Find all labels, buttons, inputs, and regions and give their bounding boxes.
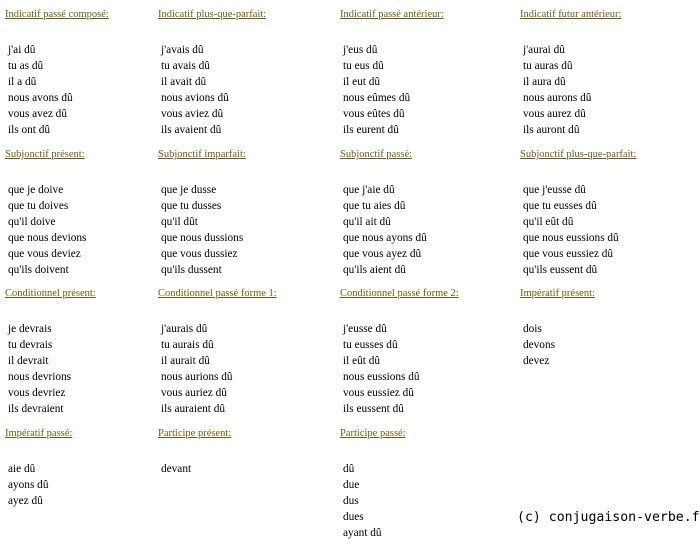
form-item: tu as dû (8, 60, 44, 72)
block-title: Indicatif plus-que-parfait: (158, 9, 267, 20)
form-item: devez (523, 355, 550, 367)
form-item: que vous deviez (8, 248, 81, 260)
form-item: dus (343, 495, 359, 507)
form-item: que nous ayons dû (343, 232, 427, 244)
form-item: aie dû (8, 463, 36, 475)
forms-list (8, 461, 48, 509)
form-item: que nous eussions dû (523, 232, 619, 244)
form-item: nous eussions dû (343, 371, 420, 383)
form-item: due (343, 479, 360, 491)
form-item: devons (523, 339, 556, 351)
block-title: Conditionnel passé forme 2: (340, 288, 459, 299)
forms-list (343, 321, 420, 417)
form-item: ayez dû (8, 495, 43, 507)
form-item: j'ai dû (8, 44, 36, 56)
forms-list (523, 42, 591, 138)
block-title: Impératif passé: (5, 428, 73, 439)
block-title: Participe passé: (340, 428, 406, 439)
forms-list (343, 461, 382, 541)
form-item: il devrait (8, 355, 49, 367)
copyright-notice: (c) conjugaison-verbe.f (517, 510, 700, 525)
block-title: Subjonctif présent: (5, 149, 85, 160)
form-item: vous eûtes dû (343, 108, 405, 120)
form-item: dû (343, 463, 355, 475)
form-item: vous avez dû (8, 108, 67, 120)
form-item: que tu dusses (161, 200, 222, 212)
forms-list (161, 42, 229, 138)
forms-list (343, 42, 410, 138)
form-item: nous eûmes dû (343, 92, 411, 104)
form-item: nous aurons dû (523, 92, 592, 104)
form-item: ils devraient (8, 403, 64, 415)
form-item: j'eus dû (343, 44, 378, 56)
form-item: nous avions dû (161, 92, 229, 104)
form-item: qu'ils eussent dû (523, 264, 598, 276)
form-item: ayant dû (343, 527, 382, 539)
form-item: dues (343, 511, 364, 523)
form-item: vous auriez dû (161, 387, 227, 399)
form-item: ils auront dû (523, 124, 580, 136)
block-title: Indicatif passé antérieur: (340, 9, 444, 20)
form-item: nous devrions (8, 371, 72, 383)
block-title: Indicatif passé composé: (5, 9, 109, 20)
block-title: Participe présent: (158, 428, 232, 439)
form-item: il a dû (8, 76, 37, 88)
form-item: tu devrais (8, 339, 53, 351)
block-title: Conditionnel passé forme 1: (158, 288, 277, 299)
form-item: que nous dussions (161, 232, 244, 244)
forms-list (161, 461, 191, 477)
form-item: j'aurai dû (523, 44, 565, 56)
form-item: je devrais (8, 323, 52, 335)
forms-list (8, 321, 71, 417)
form-item: ayons dû (8, 479, 49, 491)
form-item: vous devriez (8, 387, 66, 399)
form-item: tu eus dû (343, 60, 384, 72)
form-item: j'eusse dû (343, 323, 387, 335)
form-item: vous aviez dû (161, 108, 224, 120)
form-item: que j'aie dû (343, 184, 395, 196)
forms-list (161, 321, 233, 417)
form-item: que je dusse (161, 184, 217, 196)
form-item: que vous eussiez dû (523, 248, 614, 260)
form-item: dois (523, 323, 542, 335)
form-item: tu eusses dû (343, 339, 398, 351)
form-item: devant (161, 463, 192, 475)
form-item: nous avons dû (8, 92, 73, 104)
form-item: que je doive (8, 184, 64, 196)
form-item: nous aurions dû (161, 371, 233, 383)
form-item: ils eussent dû (343, 403, 404, 415)
block-title: Conditionnel présent: (5, 288, 96, 299)
forms-list (343, 182, 427, 278)
form-item: ils ont dû (8, 124, 51, 136)
form-item: que tu eusses dû (523, 200, 597, 212)
form-item: que nous devions (8, 232, 87, 244)
form-item: ils auraient dû (161, 403, 225, 415)
form-item: il aurait dû (161, 355, 210, 367)
form-item: ils eurent dû (343, 124, 399, 136)
block-title: Indicatif futur antérieur: (520, 9, 622, 20)
form-item: tu auras dû (523, 60, 573, 72)
form-item: ils avaient dû (161, 124, 222, 136)
form-item: j'avais dû (161, 44, 204, 56)
form-item: qu'il doive (8, 216, 56, 228)
block-title: Subjonctif plus-que-parfait: (520, 149, 637, 160)
form-item: il eut dû (343, 76, 381, 88)
form-item: que vous ayez dû (343, 248, 422, 260)
forms-list (8, 42, 73, 138)
form-item: que j'eusse dû (523, 184, 586, 196)
form-item: que tu aies dû (343, 200, 406, 212)
form-item: qu'il dût (161, 216, 198, 228)
block-title: Impératif présent: (520, 288, 595, 299)
form-item: vous eussiez dû (343, 387, 414, 399)
form-item: tu avais dû (161, 60, 210, 72)
form-item: qu'il ait dû (343, 216, 391, 228)
form-item: que vous dussiez (161, 248, 238, 260)
form-item: que tu doives (8, 200, 69, 212)
form-item: il aura dû (523, 76, 566, 88)
form-item: j'aurais dû (161, 323, 208, 335)
forms-list (8, 182, 86, 278)
block-title: Subjonctif imparfait: (158, 149, 246, 160)
form-item: qu'il eût dû (523, 216, 574, 228)
forms-list (161, 182, 243, 278)
form-item: qu'ils doivent (8, 264, 69, 276)
forms-list (523, 182, 619, 278)
form-item: il eût dû (343, 355, 381, 367)
form-item: vous aurez dû (523, 108, 586, 120)
form-item: qu'ils dussent (161, 264, 222, 276)
form-item: il avait dû (161, 76, 207, 88)
block-title: Subjonctif passé: (340, 149, 413, 160)
form-item: qu'ils aient dû (343, 264, 406, 276)
forms-list (523, 321, 555, 369)
form-item: tu aurais dû (161, 339, 214, 351)
